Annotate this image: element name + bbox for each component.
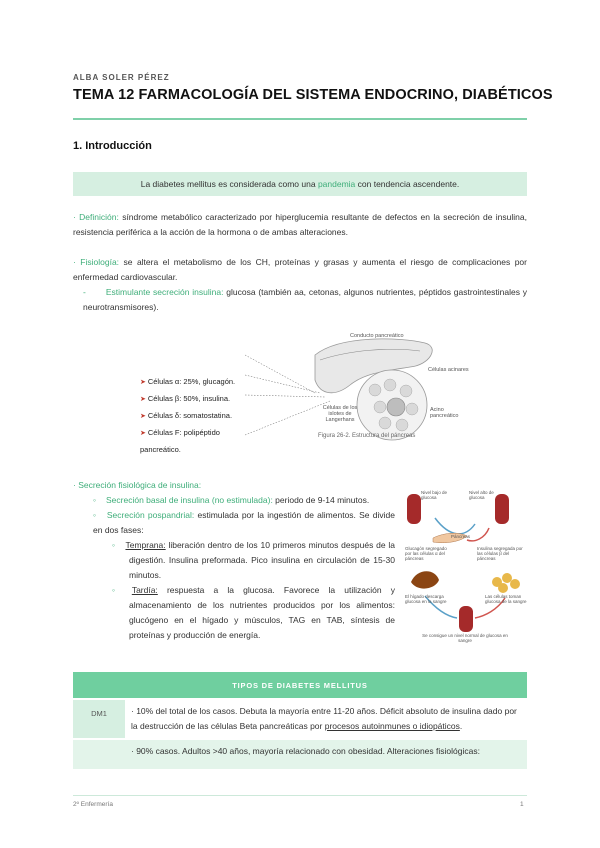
title-divider <box>73 118 527 120</box>
fase-temprana <box>125 538 396 583</box>
pospandrial-label: Secreción pospandrial: <box>106 510 195 520</box>
secrecion-heading-label: Secreción fisiológica de insulina: <box>78 480 202 490</box>
label-acino: Acino pancreático <box>430 407 459 419</box>
fig2-t3: Páncreas <box>451 534 471 539</box>
table-row-label: DM1 <box>73 699 125 739</box>
definition-text: síndrome metabólico caracterizado por hiperglucemia resultante de defectos en la secreción de insulina, resistencia periférica a la acción de la hormona o de ambas alteraciones. <box>73 212 527 237</box>
secrecion-basal <box>93 493 395 508</box>
fig2-t4: Glucagón segregado por las células α del páncreas <box>405 546 447 561</box>
table-header: TIPOS DE DIABETES MELLITUS <box>73 672 527 699</box>
table-row-text <box>125 739 527 769</box>
fig2-t2: Nivel alto de glucosa <box>469 490 494 500</box>
row1-text-post: . <box>459 721 463 731</box>
estimulante-text: glucosa (también aa, cetonas, algunos nutrientes, péptidos gastrointestinales y neurotransmisores). <box>83 287 527 312</box>
table-row <box>73 739 527 769</box>
fig2-t7: Las células toman glucosa de la sangre <box>485 594 527 604</box>
footer-course: 2º Enfermería <box>73 801 113 808</box>
fig2-t6: El hígado descarga glucosa en la sangre <box>405 594 447 604</box>
secrecion-pospandrial <box>93 508 395 538</box>
row1-text-link: procesos autoinmunes o idiopáticos <box>324 721 460 731</box>
fig2-t5: Insulina segregada por las células β del páncreas <box>477 546 523 561</box>
page-number: 1 <box>520 801 524 808</box>
fig2-t8: Se consigue un nivel normal de glucosa en sangre <box>422 633 508 643</box>
label-ducto: Conducto pancreático <box>350 333 404 339</box>
table-row <box>73 699 527 739</box>
row2-text-pre: · 90% casos. Adultos >40 años, mayoría relacionado con obesidad. Alteraciones fisiológicas: <box>131 746 480 756</box>
table-row-label <box>73 739 125 769</box>
estimulante-label: Estimulante secreción insulina: <box>105 287 224 297</box>
fisiologia-paragraph: · Fisiología: se altera el metabolismo de los CH, proteínas y grasas y aumenta el riesgo de complicaciones por enfermedad cardiovascular. <box>73 257 527 282</box>
tardia-text: respuesta a la glucosa. Favorece la utilización y almacenamiento de los nutrientes producidos por los alimentos: glucógeno en el hígado y músculos, TAG en TAB, síntesis de proteínas y producción de energía. <box>129 585 395 640</box>
estimulante-paragraph: - Estimulante secreción insulina: glucosa (también aa, cetonas, algunos nutrientes, péptidos gastrointestinales y neurotransmisores). <box>83 287 527 312</box>
highlight-term: pandemia <box>317 179 356 189</box>
fase-tardia <box>129 583 395 643</box>
temprana-text: liberación dentro de los 10 primeros minutos después de la digestión. Insulina preformada. Pico insulina en circulación de 15-30 minutos. <box>129 540 396 580</box>
basal-text: periodo de 9-14 minutos. <box>272 495 370 505</box>
highlight-text-pre: La diabetes mellitus es considerada como una <box>140 179 316 189</box>
table-row-text <box>125 699 527 739</box>
temprana-label: Temprana: <box>125 540 166 550</box>
footer-divider <box>73 795 527 796</box>
pospandrial-text: estimulada por la ingestión de alimentos. Se divide en dos fases: <box>93 510 395 535</box>
highlight-text-post: con tendencia ascendente. <box>357 179 460 189</box>
diabetes-types-table <box>73 672 527 769</box>
definition-label: Definición: <box>79 212 119 222</box>
definition-paragraph: · Definición: síndrome metabólico caracterizado por hiperglucemia resultante de defectos en la secreción de insulina, resistencia periférica a la acción de la hormona o de ambas alteraciones. <box>73 212 527 237</box>
highlight-box <box>73 172 527 196</box>
cell-item-delta: ➤ Células δ: somatostatina. <box>140 408 240 425</box>
figure-caption: Figura 26-2. Estructura del páncreas <box>318 433 416 439</box>
secrecion-heading: · Secreción fisiológica de insulina: <box>73 480 202 490</box>
section-heading-introduccion: 1. Introducción <box>73 140 152 152</box>
cell-item-f: ➤ Células F: polipéptido pancreático. <box>140 425 240 458</box>
basal-label: Secreción basal de insulina (no estimulada): <box>106 495 273 505</box>
row1-text-pre: · 10% del total de los casos. Debuta la mayoría entre 11-20 años. Déficit absoluto de insulina dado por la destrucción de las células Beta pancreáticas por <box>131 706 517 731</box>
author-name: ALBA SOLER PÉREZ <box>73 73 170 82</box>
fisiologia-label: Fisiología: <box>80 257 120 267</box>
cell-item-beta: ➤ Células β: 50%, insulina. <box>140 391 240 408</box>
fig2-t1: Nivel bajo de glucosa <box>421 490 448 500</box>
document-title: TEMA 12 FARMACOLOGÍA DEL SISTEMA ENDOCRINO, DIABÉTICOS <box>73 87 553 103</box>
tardia-label: Tardía: <box>131 585 158 595</box>
cell-list <box>140 374 240 458</box>
fisiologia-text: se altera el metabolismo de los CH, proteínas y grasas y aumenta el riesgo de complicaciones por enfermedad cardiovascular. <box>73 257 527 282</box>
label-islotes: Células de los islotes de Langerhans <box>322 405 358 423</box>
glucose-cycle-illustration <box>405 488 527 648</box>
cell-item-alpha: ➤ Células α: 25%, glucagón. <box>140 374 240 391</box>
glucose-regulation-figure <box>405 488 527 648</box>
label-acinares: Células acinares <box>428 367 469 373</box>
